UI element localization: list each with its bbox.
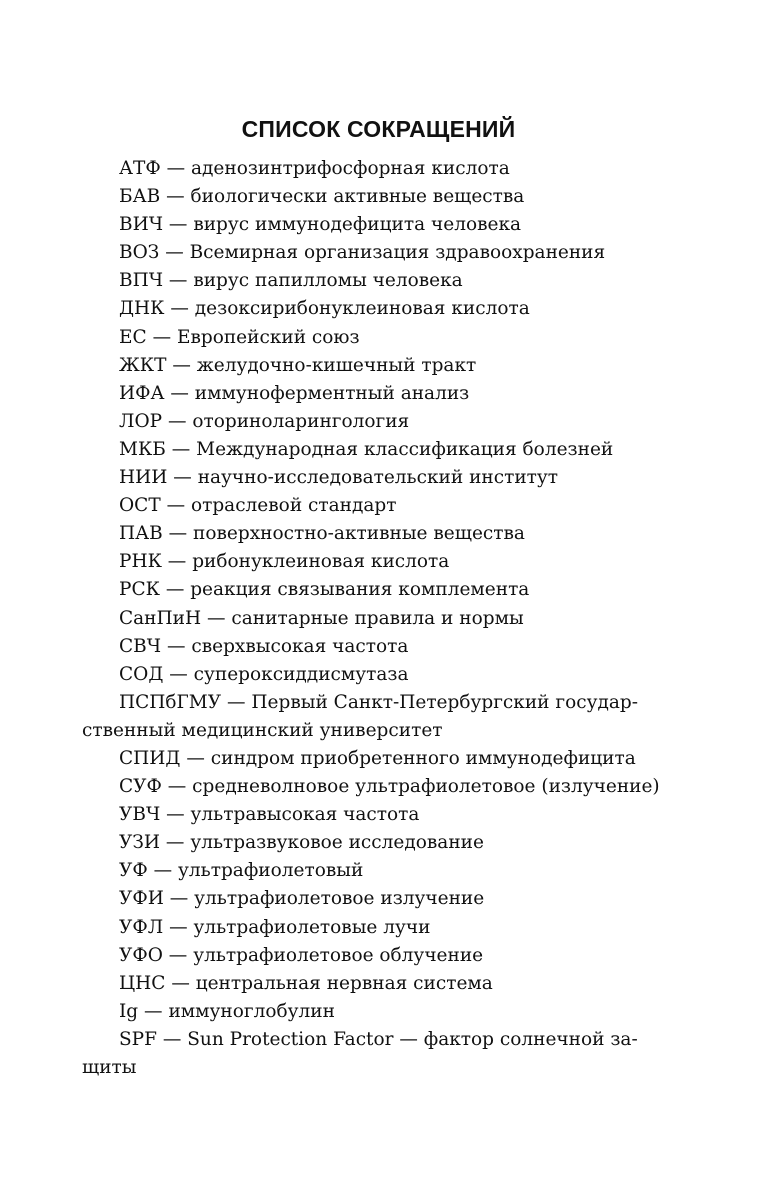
abbreviation-entry [82, 183, 674, 211]
abbreviation-entry [82, 239, 674, 267]
abbreviation-entry [82, 155, 674, 183]
em-dash: — [173, 467, 192, 489]
abbreviation-term: СанПиН [119, 607, 202, 629]
abbreviation-entry [82, 773, 674, 801]
abbreviation-entry [82, 380, 674, 408]
abbreviation-entry [82, 998, 674, 1026]
abbreviation-term: ЕС [119, 326, 147, 348]
abbreviation-term: ПАВ [119, 523, 163, 545]
em-dash: — [170, 298, 189, 320]
abbreviation-definition: вирус папилломы человека [193, 270, 463, 292]
abbreviation-definition: Европейский союз [176, 326, 360, 348]
abbreviation-term: СУФ [119, 776, 162, 798]
abbreviation-definition: аденозинтрифосфорная кислота [191, 158, 510, 179]
abbreviation-term: УФЛ [119, 916, 164, 938]
abbreviation-entry [82, 324, 674, 352]
em-dash: — [171, 438, 191, 460]
abbreviation-entry [82, 267, 674, 295]
abbreviation-definition: рибонуклеиновая кислота [192, 551, 450, 573]
em-dash: — [170, 382, 189, 404]
em-dash: — [165, 242, 184, 264]
abbreviation-term: ДНК [119, 298, 165, 320]
abbreviation-term: РНК [119, 551, 162, 573]
abbreviation-term: УФИ [119, 888, 164, 910]
abbreviation-definition: реакция связывания комплемента [190, 579, 530, 601]
em-dash: — [168, 523, 188, 545]
em-dash: — [207, 607, 226, 629]
page-title: СПИСОК СОКРАЩЕНИЙ [241, 116, 516, 142]
abbreviation-entry [82, 970, 674, 998]
abbreviation-entry [82, 211, 674, 239]
em-dash: — [166, 186, 185, 208]
abbreviation-definition: санитарные правила и нормы [231, 607, 524, 629]
em-dash: — [169, 888, 189, 910]
abbreviation-entry [82, 829, 674, 857]
abbreviation-definition: иммуноглобулин [168, 1000, 335, 1022]
abbreviation-entry [82, 436, 674, 464]
em-dash: — [168, 270, 188, 292]
em-dash: — [153, 860, 173, 882]
abbreviation-term: НИИ [119, 467, 168, 489]
em-dash: — [152, 326, 172, 348]
abbreviation-entry [82, 689, 674, 745]
em-dash: — [166, 495, 186, 517]
abbreviation-definition: дезоксирибонуклеиновая кислота [194, 298, 530, 320]
abbreviation-definition: ультрафиолетовые лучи [193, 916, 431, 938]
abbreviation-entry [82, 576, 674, 604]
abbreviation-term: МКБ [119, 438, 166, 460]
abbreviation-entry [82, 548, 674, 576]
abbreviation-term: УФО [119, 944, 163, 966]
abbreviation-definition: вирус иммунодефицита человека [193, 214, 522, 236]
abbreviation-definition: супероксиддисмутаза [193, 663, 409, 685]
abbreviation-entry [82, 745, 674, 773]
abbreviation-definition: желудочно-кишечный тракт [196, 354, 477, 376]
abbreviation-entry [82, 857, 674, 885]
abbreviation-definition: центральная нервная система [195, 972, 493, 994]
abbreviation-definition: Sun Protection Factor — фактор солнечной за- щиты [82, 1028, 638, 1078]
abbreviation-entry [82, 464, 674, 492]
em-dash: — [227, 691, 246, 713]
abbreviation-term: СОД [119, 663, 164, 685]
abbreviation-definition: оториноларингология [192, 410, 410, 432]
abbreviation-term: ОСТ [119, 495, 161, 517]
abbreviation-entry [82, 605, 674, 633]
abbreviation-entry [82, 295, 674, 323]
abbreviation-entry [82, 661, 674, 689]
abbreviations-list [82, 155, 674, 1082]
em-dash: — [167, 776, 187, 798]
abbreviation-term: ИФА [119, 382, 165, 404]
abbreviation-definition: иммуноферментный анализ [194, 382, 470, 404]
abbreviation-definition: Международная классификация болезней [196, 438, 614, 460]
abbreviation-definition: ультравысокая частота [190, 804, 420, 826]
em-dash: — [162, 1028, 182, 1050]
em-dash: — [168, 944, 188, 966]
em-dash: — [168, 214, 188, 236]
abbreviation-term: АТФ [119, 158, 161, 179]
abbreviation-term: УВЧ [119, 804, 161, 826]
abbreviation-definition: научно-исследовательский институт [197, 467, 559, 489]
abbreviation-definition: средневолновое ультрафиолетовое (излучение) [192, 776, 660, 798]
abbreviation-term: SPF [119, 1028, 157, 1050]
abbreviation-entry [82, 914, 674, 942]
abbreviation-entry [82, 492, 674, 520]
abbreviation-entry [82, 633, 674, 661]
abbreviation-term: УЗИ [119, 832, 161, 854]
abbreviation-definition: сверхвысокая частота [191, 635, 409, 657]
abbreviation-term: ВИЧ [119, 214, 164, 236]
abbreviation-entry [82, 520, 674, 548]
abbreviation-term: СВЧ [119, 635, 162, 657]
em-dash: — [165, 579, 185, 601]
em-dash: — [166, 635, 186, 657]
em-dash: — [169, 916, 188, 938]
abbreviation-entry [82, 801, 674, 829]
abbreviation-entry [82, 408, 674, 436]
em-dash: — [172, 354, 191, 376]
abbreviation-definition: синдром приобретенного иммунодефицита [210, 747, 636, 769]
em-dash: — [166, 158, 186, 179]
abbreviation-definition: ультрафиолетовый [178, 860, 364, 882]
abbreviation-entry [82, 352, 674, 380]
abbreviation-term: БАВ [119, 186, 161, 208]
abbreviation-definition: Первый Санкт-Петербургский государ- ственный медицинский университет [82, 691, 638, 741]
abbreviation-term: ПСПбГМУ [119, 691, 222, 713]
abbreviation-term: ВОЗ [119, 242, 160, 264]
em-dash: — [167, 410, 187, 432]
abbreviation-term: ЦНС [119, 972, 166, 994]
abbreviation-entry [82, 885, 674, 913]
abbreviation-term: ЖКТ [119, 354, 167, 376]
em-dash: — [167, 551, 187, 573]
abbreviation-definition: ультрафиолетовое излучение [194, 888, 485, 910]
abbreviation-term: СПИД [119, 747, 181, 769]
em-dash: — [165, 832, 185, 854]
abbreviation-term: РСК [119, 579, 160, 601]
abbreviation-term: ВПЧ [119, 270, 164, 292]
abbreviation-entry [82, 942, 674, 970]
abbreviation-term: Ig [119, 1000, 139, 1022]
abbreviation-definition: ультразвуковое исследование [190, 832, 484, 854]
abbreviation-definition: отраслевой стандарт [190, 495, 397, 517]
em-dash: — [186, 747, 205, 769]
em-dash: — [144, 1000, 163, 1022]
abbreviation-definition: биологически активные вещества [190, 186, 525, 208]
abbreviation-definition: ультрафиолетовое облучение [193, 944, 484, 966]
abbreviation-definition: Всемирная организация здравоохранения [189, 242, 606, 264]
abbreviation-entry [82, 1026, 674, 1082]
em-dash: — [166, 804, 185, 826]
em-dash: — [171, 972, 190, 994]
em-dash: — [169, 663, 188, 685]
abbreviation-term: УФ [119, 860, 148, 882]
abbreviation-definition: поверхностно-активные вещества [193, 523, 525, 545]
abbreviation-term: ЛОР [119, 410, 163, 432]
